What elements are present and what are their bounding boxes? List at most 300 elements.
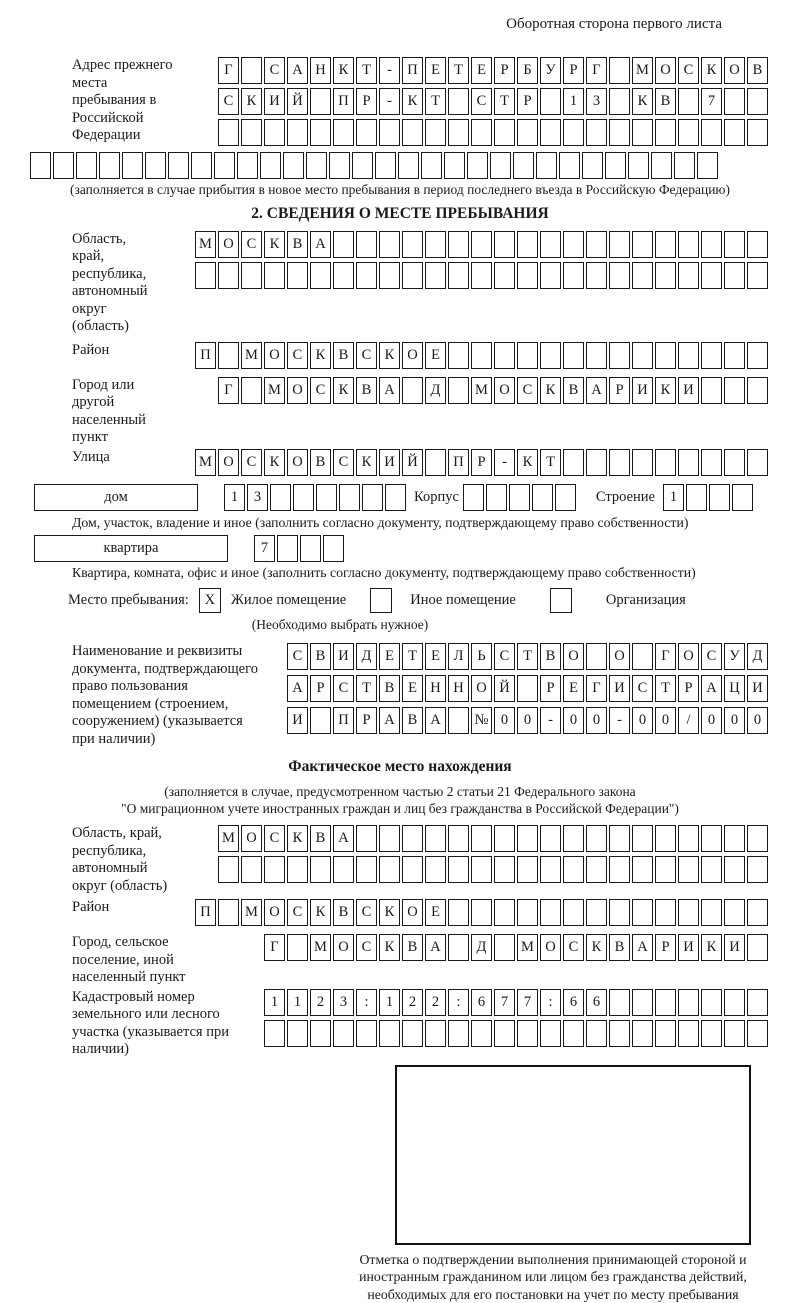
char-cell[interactable]: Т: [517, 643, 538, 670]
char-cell[interactable]: [563, 899, 584, 926]
char-cell[interactable]: [448, 707, 469, 734]
char-cell[interactable]: [494, 342, 515, 369]
char-cell[interactable]: [385, 484, 406, 511]
char-cell[interactable]: [448, 825, 469, 852]
char-cell[interactable]: [218, 899, 239, 926]
char-cell[interactable]: С: [333, 449, 354, 476]
char-cell[interactable]: :: [356, 989, 377, 1016]
char-cell[interactable]: [517, 262, 538, 289]
char-cell[interactable]: К: [586, 934, 607, 961]
char-cell[interactable]: 1: [264, 989, 285, 1016]
char-cell[interactable]: М: [241, 342, 262, 369]
char-cell[interactable]: [333, 119, 354, 146]
char-cell[interactable]: [352, 152, 373, 179]
char-cell[interactable]: Р: [678, 675, 699, 702]
char-cell[interactable]: [287, 856, 308, 883]
char-cell[interactable]: 1: [287, 989, 308, 1016]
char-cell[interactable]: 0: [747, 707, 768, 734]
char-cell[interactable]: О: [609, 643, 630, 670]
char-cell[interactable]: О: [471, 675, 492, 702]
char-cell[interactable]: [168, 152, 189, 179]
char-cell[interactable]: [563, 262, 584, 289]
char-cell[interactable]: Н: [425, 675, 446, 702]
char-cell[interactable]: №: [471, 707, 492, 734]
char-cell[interactable]: С: [517, 377, 538, 404]
char-cell[interactable]: [605, 152, 626, 179]
char-cell[interactable]: К: [264, 231, 285, 258]
char-cell[interactable]: К: [264, 449, 285, 476]
char-cell[interactable]: [402, 825, 423, 852]
char-cell[interactable]: Д: [356, 643, 377, 670]
char-cell[interactable]: [724, 88, 745, 115]
char-cell[interactable]: С: [287, 342, 308, 369]
char-cell[interactable]: [300, 535, 321, 562]
char-cell[interactable]: [747, 377, 768, 404]
char-cell[interactable]: [724, 262, 745, 289]
char-cell[interactable]: [145, 152, 166, 179]
char-cell[interactable]: В: [655, 88, 676, 115]
char-cell[interactable]: [448, 231, 469, 258]
char-cell[interactable]: Е: [425, 342, 446, 369]
char-cell[interactable]: [563, 449, 584, 476]
char-cell[interactable]: 2: [402, 989, 423, 1016]
char-cell[interactable]: [517, 899, 538, 926]
char-cell[interactable]: [448, 934, 469, 961]
char-cell[interactable]: К: [310, 899, 331, 926]
char-cell[interactable]: В: [333, 342, 354, 369]
char-cell[interactable]: -: [609, 707, 630, 734]
char-cell[interactable]: Г: [218, 57, 239, 84]
char-cell[interactable]: [448, 119, 469, 146]
char-cell[interactable]: С: [494, 643, 515, 670]
char-cell[interactable]: [402, 231, 423, 258]
checkbox-inoe[interactable]: [370, 588, 392, 613]
char-cell[interactable]: С: [356, 899, 377, 926]
char-cell[interactable]: К: [655, 377, 676, 404]
char-cell[interactable]: 6: [471, 989, 492, 1016]
char-cell[interactable]: [241, 119, 262, 146]
char-cell[interactable]: Р: [563, 57, 584, 84]
char-cell[interactable]: [287, 1020, 308, 1047]
char-cell[interactable]: -: [379, 88, 400, 115]
char-cell[interactable]: [356, 119, 377, 146]
char-cell[interactable]: [732, 484, 753, 511]
char-cell[interactable]: [471, 342, 492, 369]
char-cell[interactable]: [563, 119, 584, 146]
char-cell[interactable]: [724, 899, 745, 926]
char-cell[interactable]: П: [448, 449, 469, 476]
char-cell[interactable]: [76, 152, 97, 179]
char-cell[interactable]: [494, 231, 515, 258]
char-cell[interactable]: Т: [356, 57, 377, 84]
char-cell[interactable]: [448, 899, 469, 926]
char-cell[interactable]: [655, 1020, 676, 1047]
char-cell[interactable]: И: [333, 643, 354, 670]
char-cell[interactable]: Д: [425, 377, 446, 404]
char-cell[interactable]: С: [241, 231, 262, 258]
char-cell[interactable]: [632, 825, 653, 852]
char-cell[interactable]: -: [379, 57, 400, 84]
char-cell[interactable]: [536, 152, 557, 179]
char-cell[interactable]: [448, 342, 469, 369]
char-cell[interactable]: К: [517, 449, 538, 476]
char-cell[interactable]: [241, 856, 262, 883]
char-cell[interactable]: Г: [264, 934, 285, 961]
char-cell[interactable]: [609, 88, 630, 115]
char-cell[interactable]: Т: [425, 88, 446, 115]
char-cell[interactable]: О: [494, 377, 515, 404]
char-cell[interactable]: [310, 1020, 331, 1047]
char-cell[interactable]: М: [310, 934, 331, 961]
char-cell[interactable]: К: [310, 342, 331, 369]
char-cell[interactable]: [540, 1020, 561, 1047]
char-cell[interactable]: [563, 342, 584, 369]
char-cell[interactable]: [747, 989, 768, 1016]
char-cell[interactable]: [586, 119, 607, 146]
char-cell[interactable]: [701, 989, 722, 1016]
char-cell[interactable]: [540, 231, 561, 258]
char-cell[interactable]: [655, 989, 676, 1016]
char-cell[interactable]: О: [333, 934, 354, 961]
char-cell[interactable]: О: [402, 342, 423, 369]
char-cell[interactable]: [287, 119, 308, 146]
char-cell[interactable]: [490, 152, 511, 179]
char-cell[interactable]: [448, 856, 469, 883]
char-cell[interactable]: [264, 262, 285, 289]
char-cell[interactable]: [356, 262, 377, 289]
char-cell[interactable]: [293, 484, 314, 511]
char-cell[interactable]: Т: [540, 449, 561, 476]
char-cell[interactable]: [425, 119, 446, 146]
char-cell[interactable]: [306, 152, 327, 179]
char-cell[interactable]: [609, 1020, 630, 1047]
char-cell[interactable]: О: [264, 342, 285, 369]
char-cell[interactable]: [701, 119, 722, 146]
char-cell[interactable]: В: [333, 899, 354, 926]
char-cell[interactable]: М: [218, 825, 239, 852]
char-cell[interactable]: П: [195, 899, 216, 926]
char-cell[interactable]: О: [678, 643, 699, 670]
char-cell[interactable]: О: [563, 643, 584, 670]
char-cell[interactable]: П: [402, 57, 423, 84]
char-cell[interactable]: О: [540, 934, 561, 961]
checkbox-zhiloe[interactable]: X: [199, 588, 221, 613]
char-cell[interactable]: 0: [494, 707, 515, 734]
char-cell[interactable]: [678, 88, 699, 115]
char-cell[interactable]: [697, 152, 718, 179]
char-cell[interactable]: С: [333, 675, 354, 702]
char-cell[interactable]: [379, 231, 400, 258]
char-cell[interactable]: П: [333, 707, 354, 734]
char-cell[interactable]: 2: [425, 989, 446, 1016]
char-cell[interactable]: [425, 449, 446, 476]
char-cell[interactable]: Р: [356, 707, 377, 734]
char-cell[interactable]: [555, 484, 576, 511]
char-cell[interactable]: [471, 1020, 492, 1047]
char-cell[interactable]: [559, 152, 580, 179]
char-cell[interactable]: [563, 231, 584, 258]
char-cell[interactable]: Б: [517, 57, 538, 84]
char-cell[interactable]: Й: [494, 675, 515, 702]
char-cell[interactable]: [379, 1020, 400, 1047]
char-cell[interactable]: [582, 152, 603, 179]
char-cell[interactable]: [402, 856, 423, 883]
char-cell[interactable]: [586, 643, 607, 670]
char-cell[interactable]: [586, 262, 607, 289]
char-cell[interactable]: [471, 899, 492, 926]
char-cell[interactable]: [310, 856, 331, 883]
char-cell[interactable]: [513, 152, 534, 179]
char-cell[interactable]: [586, 1020, 607, 1047]
char-cell[interactable]: Г: [655, 643, 676, 670]
char-cell[interactable]: М: [264, 377, 285, 404]
char-cell[interactable]: И: [264, 88, 285, 115]
char-cell[interactable]: [674, 152, 695, 179]
char-cell[interactable]: К: [241, 88, 262, 115]
char-cell[interactable]: 0: [632, 707, 653, 734]
char-cell[interactable]: О: [724, 57, 745, 84]
char-cell[interactable]: [586, 856, 607, 883]
char-cell[interactable]: /: [678, 707, 699, 734]
char-cell[interactable]: [701, 231, 722, 258]
char-cell[interactable]: Т: [448, 57, 469, 84]
char-cell[interactable]: [444, 152, 465, 179]
char-cell[interactable]: К: [632, 88, 653, 115]
char-cell[interactable]: В: [747, 57, 768, 84]
char-cell[interactable]: С: [264, 825, 285, 852]
char-cell[interactable]: [655, 449, 676, 476]
char-cell[interactable]: [329, 152, 350, 179]
char-cell[interactable]: [540, 119, 561, 146]
char-cell[interactable]: [494, 899, 515, 926]
char-cell[interactable]: 7: [701, 88, 722, 115]
char-cell[interactable]: И: [747, 675, 768, 702]
char-cell[interactable]: Е: [425, 643, 446, 670]
char-cell[interactable]: С: [287, 643, 308, 670]
char-cell[interactable]: К: [287, 825, 308, 852]
char-cell[interactable]: [486, 484, 507, 511]
char-cell[interactable]: [632, 989, 653, 1016]
char-cell[interactable]: [632, 119, 653, 146]
char-cell[interactable]: А: [586, 377, 607, 404]
char-cell[interactable]: [724, 1020, 745, 1047]
char-cell[interactable]: С: [356, 934, 377, 961]
char-cell[interactable]: [287, 934, 308, 961]
char-cell[interactable]: [356, 856, 377, 883]
char-cell[interactable]: О: [287, 449, 308, 476]
char-cell[interactable]: -: [494, 449, 515, 476]
char-cell[interactable]: С: [356, 342, 377, 369]
char-cell[interactable]: [655, 231, 676, 258]
char-cell[interactable]: [632, 1020, 653, 1047]
char-cell[interactable]: [747, 231, 768, 258]
char-cell[interactable]: С: [310, 377, 331, 404]
char-cell[interactable]: Й: [287, 88, 308, 115]
char-cell[interactable]: Т: [655, 675, 676, 702]
char-cell[interactable]: [678, 119, 699, 146]
char-cell[interactable]: О: [264, 899, 285, 926]
char-cell[interactable]: [724, 377, 745, 404]
char-cell[interactable]: А: [379, 377, 400, 404]
char-cell[interactable]: 0: [563, 707, 584, 734]
char-cell[interactable]: П: [195, 342, 216, 369]
char-cell[interactable]: [316, 484, 337, 511]
char-cell[interactable]: [218, 262, 239, 289]
char-cell[interactable]: В: [402, 934, 423, 961]
char-cell[interactable]: Р: [517, 88, 538, 115]
char-cell[interactable]: [655, 825, 676, 852]
char-cell[interactable]: [463, 484, 484, 511]
char-cell[interactable]: [609, 449, 630, 476]
char-cell[interactable]: К: [333, 57, 354, 84]
char-cell[interactable]: К: [379, 934, 400, 961]
char-cell[interactable]: [339, 484, 360, 511]
char-cell[interactable]: [678, 449, 699, 476]
char-cell[interactable]: [747, 262, 768, 289]
char-cell[interactable]: [701, 262, 722, 289]
char-cell[interactable]: М: [241, 899, 262, 926]
char-cell[interactable]: [379, 119, 400, 146]
char-cell[interactable]: [264, 119, 285, 146]
char-cell[interactable]: 0: [655, 707, 676, 734]
char-cell[interactable]: С: [701, 643, 722, 670]
char-cell[interactable]: [517, 231, 538, 258]
checkbox-organizaciya[interactable]: [550, 588, 572, 613]
char-cell[interactable]: О: [287, 377, 308, 404]
char-cell[interactable]: В: [310, 825, 331, 852]
char-cell[interactable]: М: [471, 377, 492, 404]
char-cell[interactable]: [628, 152, 649, 179]
char-cell[interactable]: Е: [471, 57, 492, 84]
char-cell[interactable]: [333, 231, 354, 258]
char-cell[interactable]: 0: [517, 707, 538, 734]
char-cell[interactable]: [586, 449, 607, 476]
char-cell[interactable]: [467, 152, 488, 179]
char-cell[interactable]: [540, 262, 561, 289]
char-cell[interactable]: [563, 856, 584, 883]
char-cell[interactable]: Л: [448, 643, 469, 670]
char-cell[interactable]: К: [540, 377, 561, 404]
char-cell[interactable]: С: [218, 88, 239, 115]
char-cell[interactable]: [655, 262, 676, 289]
char-cell[interactable]: [747, 88, 768, 115]
char-cell[interactable]: Е: [425, 899, 446, 926]
char-cell[interactable]: [563, 1020, 584, 1047]
char-cell[interactable]: [540, 88, 561, 115]
char-cell[interactable]: [99, 152, 120, 179]
char-cell[interactable]: Р: [356, 88, 377, 115]
char-cell[interactable]: [678, 231, 699, 258]
char-cell[interactable]: [333, 1020, 354, 1047]
char-cell[interactable]: [218, 342, 239, 369]
char-cell[interactable]: [448, 88, 469, 115]
char-cell[interactable]: 7: [254, 535, 275, 562]
char-cell[interactable]: [747, 825, 768, 852]
char-cell[interactable]: М: [195, 231, 216, 258]
char-cell[interactable]: [678, 989, 699, 1016]
char-cell[interactable]: В: [609, 934, 630, 961]
char-cell[interactable]: [494, 262, 515, 289]
char-cell[interactable]: [448, 377, 469, 404]
char-cell[interactable]: А: [287, 57, 308, 84]
char-cell[interactable]: [540, 899, 561, 926]
char-cell[interactable]: К: [333, 377, 354, 404]
char-cell[interactable]: В: [379, 675, 400, 702]
char-cell[interactable]: [471, 119, 492, 146]
char-cell[interactable]: 0: [701, 707, 722, 734]
char-cell[interactable]: [379, 262, 400, 289]
char-cell[interactable]: Н: [310, 57, 331, 84]
char-cell[interactable]: [191, 152, 212, 179]
char-cell[interactable]: [30, 152, 51, 179]
char-cell[interactable]: [53, 152, 74, 179]
char-cell[interactable]: С: [264, 57, 285, 84]
char-cell[interactable]: [609, 825, 630, 852]
char-cell[interactable]: 7: [517, 989, 538, 1016]
char-cell[interactable]: [609, 899, 630, 926]
char-cell[interactable]: К: [379, 899, 400, 926]
char-cell[interactable]: У: [724, 643, 745, 670]
char-cell[interactable]: [214, 152, 235, 179]
char-cell[interactable]: Р: [540, 675, 561, 702]
char-cell[interactable]: А: [632, 934, 653, 961]
char-cell[interactable]: У: [540, 57, 561, 84]
char-cell[interactable]: [678, 262, 699, 289]
char-cell[interactable]: Р: [655, 934, 676, 961]
char-cell[interactable]: [283, 152, 304, 179]
char-cell[interactable]: [709, 484, 730, 511]
char-cell[interactable]: [379, 825, 400, 852]
char-cell[interactable]: И: [609, 675, 630, 702]
char-cell[interactable]: Р: [609, 377, 630, 404]
char-cell[interactable]: Е: [379, 643, 400, 670]
char-cell[interactable]: [218, 119, 239, 146]
char-cell[interactable]: 3: [247, 484, 268, 511]
char-cell[interactable]: [471, 262, 492, 289]
char-cell[interactable]: [517, 342, 538, 369]
char-cell[interactable]: А: [701, 675, 722, 702]
char-cell[interactable]: [632, 231, 653, 258]
char-cell[interactable]: [747, 1020, 768, 1047]
char-cell[interactable]: И: [678, 934, 699, 961]
char-cell[interactable]: [540, 856, 561, 883]
char-cell[interactable]: [241, 262, 262, 289]
char-cell[interactable]: [540, 825, 561, 852]
char-cell[interactable]: [517, 1020, 538, 1047]
char-cell[interactable]: [609, 231, 630, 258]
char-cell[interactable]: [632, 449, 653, 476]
char-cell[interactable]: [678, 1020, 699, 1047]
char-cell[interactable]: [747, 119, 768, 146]
char-cell[interactable]: [310, 262, 331, 289]
char-cell[interactable]: [287, 262, 308, 289]
char-cell[interactable]: М: [632, 57, 653, 84]
char-cell[interactable]: [264, 856, 285, 883]
char-cell[interactable]: Е: [563, 675, 584, 702]
char-cell[interactable]: [724, 856, 745, 883]
char-cell[interactable]: [724, 342, 745, 369]
char-cell[interactable]: [747, 342, 768, 369]
char-cell[interactable]: [379, 856, 400, 883]
char-cell[interactable]: Ц: [724, 675, 745, 702]
char-cell[interactable]: 2: [310, 989, 331, 1016]
char-cell[interactable]: [195, 262, 216, 289]
char-cell[interactable]: 1: [379, 989, 400, 1016]
char-cell[interactable]: [678, 899, 699, 926]
char-cell[interactable]: Т: [356, 675, 377, 702]
char-cell[interactable]: [701, 449, 722, 476]
char-cell[interactable]: В: [402, 707, 423, 734]
